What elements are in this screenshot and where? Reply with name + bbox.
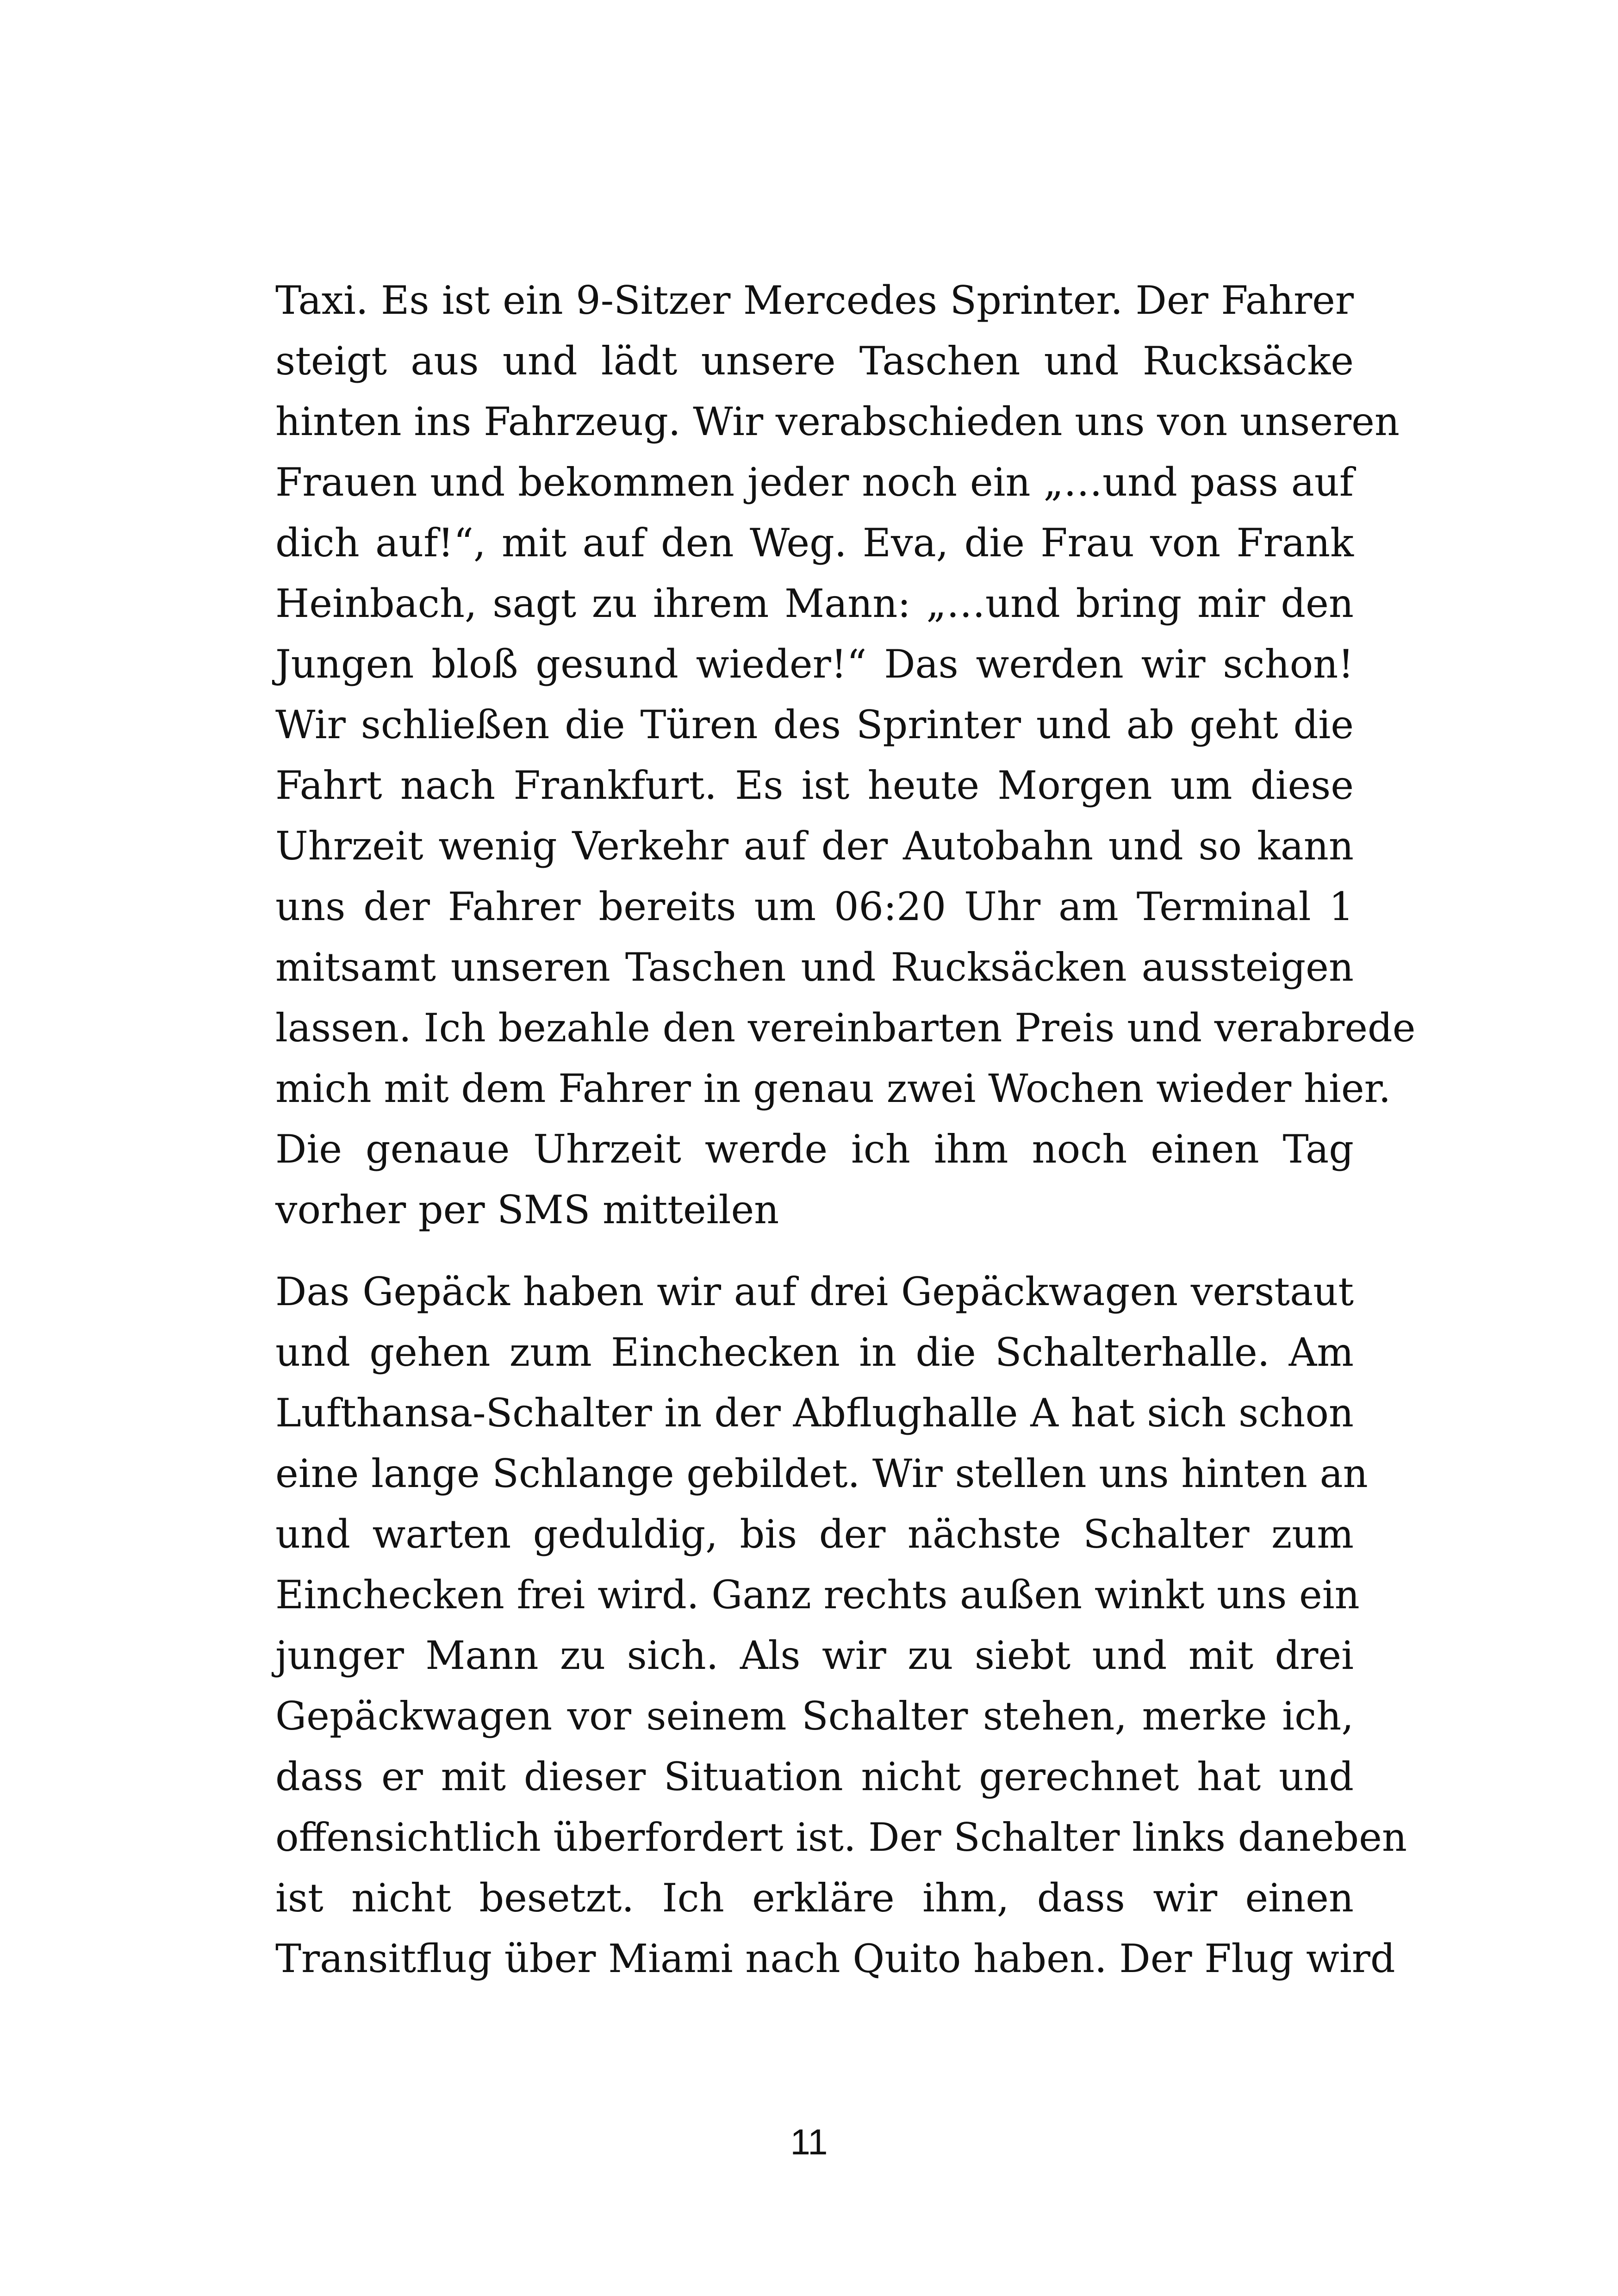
text-line: dass er mit dieser Situation nicht gerechnet hat und — [275, 1754, 1354, 1799]
text-line: Das Gepäck haben wir auf drei Gepäckwagen verstaut — [275, 1269, 1354, 1314]
text-line: Die genaue Uhrzeit werde ich ihm noch einen Tag — [275, 1126, 1354, 1172]
text-line: Heinbach, sagt zu ihrem Mann: „…und bring mir den — [275, 581, 1354, 626]
text-line: Transitflug über Miami nach Quito haben. Der Flug wird — [275, 1936, 1395, 1981]
page-number: 11 — [790, 2122, 828, 2162]
text-line: hinten ins Fahrzeug. Wir verabschieden uns von unseren — [275, 399, 1400, 444]
text-line: Frauen und bekommen jeder noch ein „…und pass auf — [275, 460, 1354, 505]
text-line: lassen. Ich bezahle den vereinbarten Preis und verabrede — [275, 1005, 1416, 1051]
text-line: offensichtlich überfordert ist. Der Schalter links daneben — [275, 1815, 1407, 1860]
text-line: ist nicht besetzt. Ich erkläre ihm, dass wir einen — [275, 1875, 1354, 1921]
text-line: Uhrzeit wenig Verkehr auf der Autobahn und so kann — [275, 823, 1354, 869]
text-line: Jungen bloß gesund wieder!“ Das werden wir schon! — [275, 641, 1354, 687]
text-line: dich auf!“, mit auf den Weg. Eva, die Frau von Frank — [275, 520, 1354, 566]
text-line: Lufthansa-Schalter in der Abflughalle A hat sich schon — [275, 1390, 1354, 1436]
text-line: Taxi. Es ist ein 9-Sitzer Mercedes Sprinter. Der Fahrer — [275, 278, 1354, 323]
text-line: Einchecken frei wird. Ganz rechts außen winkt uns ein — [275, 1572, 1360, 1618]
text-line: steigt aus und lädt unsere Taschen und Rucksäcke — [275, 338, 1354, 384]
text-line: mich mit dem Fahrer in genau zwei Wochen wieder hier. — [275, 1066, 1391, 1111]
text-line: Wir schließen die Türen des Sprinter und ab geht die — [275, 702, 1354, 747]
text-line: mitsamt unseren Taschen und Rucksäcken aussteigen — [275, 945, 1354, 990]
text-line: Gepäckwagen vor seinem Schalter stehen, merke ich, — [275, 1693, 1354, 1739]
paragraph — [275, 270, 1416, 1240]
text-line: uns der Fahrer bereits um 06:20 Uhr am Terminal 1 — [275, 884, 1354, 929]
text-line: und warten geduldig, bis der nächste Schalter zum — [275, 1512, 1354, 1557]
text-line: Fahrt nach Frankfurt. Es ist heute Morgen um diese — [275, 763, 1354, 808]
text-line: eine lange Schlange gebildet. Wir stellen uns hinten an — [275, 1451, 1368, 1496]
text-line: und gehen zum Einchecken in die Schalterhalle. Am — [275, 1330, 1354, 1375]
paragraph — [275, 1262, 1407, 1989]
text-line: vorher per SMS mitteilen — [275, 1187, 779, 1232]
text-line: junger Mann zu sich. Als wir zu siebt und mit drei — [275, 1633, 1354, 1678]
